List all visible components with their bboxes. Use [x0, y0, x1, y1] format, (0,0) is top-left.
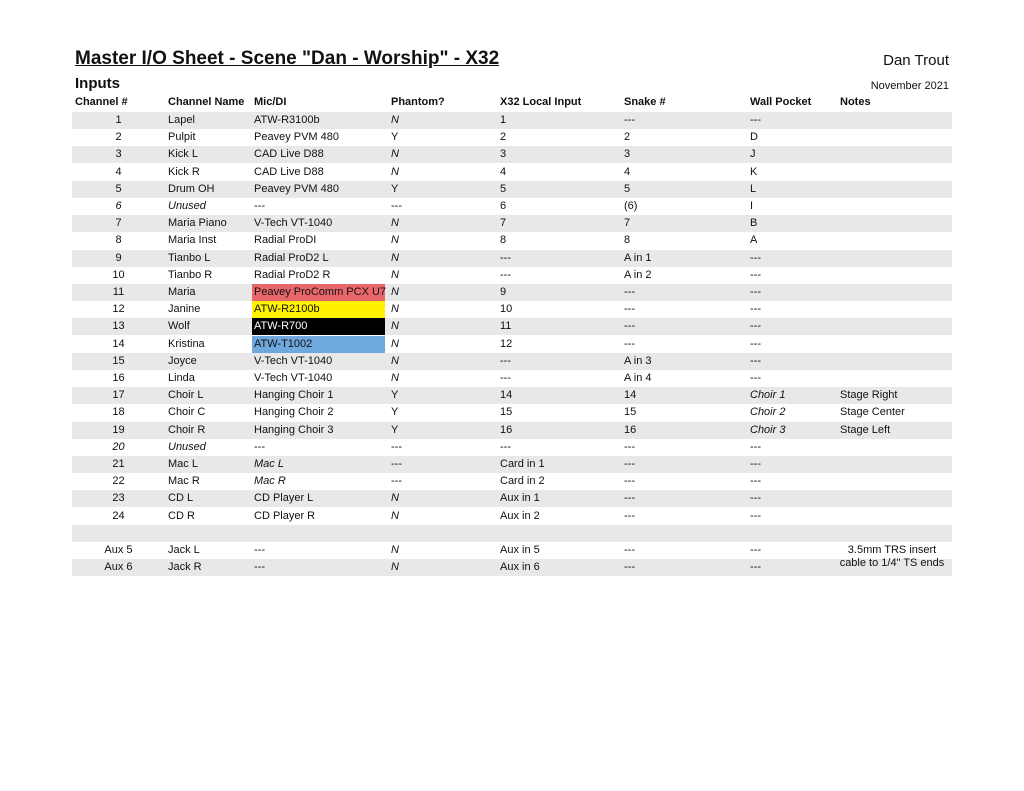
wall-pocket: ---: [750, 354, 761, 367]
wall-pocket: ---: [750, 337, 761, 350]
header-phantom: Phantom?: [391, 96, 445, 108]
snake-number: ---: [624, 492, 635, 505]
snake-number: ---: [624, 303, 635, 316]
mic-di: V-Tech VT-1040: [254, 372, 333, 384]
header-channel-name: Channel Name: [168, 96, 245, 108]
local-input: Card in 1: [500, 458, 545, 470]
wall-pocket: ---: [750, 114, 761, 126]
table-row: [72, 456, 952, 473]
table-row: [72, 439, 952, 456]
wall-pocket: ---: [750, 303, 761, 316]
local-input: Aux in 6: [500, 561, 540, 574]
phantom-power: N: [391, 286, 399, 298]
snake-number: ---: [624, 544, 635, 556]
sheet-title: Master I/O Sheet - Scene "Dan - Worship" - X32: [75, 48, 500, 69]
notes: Stage Right: [840, 389, 898, 402]
channel-number: 20: [112, 440, 125, 453]
sheet-date: November 2021: [870, 80, 949, 92]
author-name: Dan Trout: [883, 52, 949, 69]
table-row: [72, 267, 952, 284]
table-row: [72, 181, 952, 198]
channel-number: 19: [112, 423, 125, 436]
local-input: 3: [500, 148, 507, 161]
wall-pocket: Choir 3: [750, 423, 786, 436]
local-input: ---: [500, 268, 511, 281]
local-input: Aux in 5: [500, 544, 540, 556]
table-row: [72, 301, 952, 318]
wall-pocket: B: [750, 217, 758, 230]
mic-di: Mac L: [254, 458, 284, 470]
channel-number: 4: [115, 165, 122, 178]
channel-number: Aux 6: [104, 561, 133, 574]
channel-name: Drum OH: [168, 182, 215, 195]
mic-di: Peavey ProComm PCX U7: [252, 284, 385, 301]
local-input: 16: [500, 423, 513, 436]
wall-pocket: K: [750, 165, 758, 178]
channel-name: Maria: [168, 286, 196, 298]
snake-number: 3: [624, 148, 631, 161]
local-input: 1: [500, 114, 507, 126]
phantom-power: ---: [391, 440, 402, 453]
phantom-power: Y: [391, 423, 399, 436]
header-channel: Channel #: [75, 96, 128, 108]
channel-number: 6: [115, 200, 122, 212]
channel-number: 18: [112, 406, 125, 419]
table-row: [72, 404, 952, 421]
local-input: 14: [500, 389, 513, 402]
channel-name: Jack L: [168, 544, 200, 556]
snake-number: 14: [624, 389, 637, 402]
channel-name: Joyce: [168, 354, 197, 367]
channel-number: 22: [112, 475, 125, 488]
wall-pocket: ---: [750, 268, 761, 281]
mic-di: Peavey PVM 480: [254, 182, 339, 195]
channel-number: 10: [112, 268, 125, 281]
wall-pocket: ---: [750, 544, 761, 556]
channel-name: Kick L: [168, 148, 198, 161]
channel-name: Mac R: [168, 475, 200, 488]
channel-number: 2: [115, 131, 122, 144]
local-input: ---: [500, 440, 511, 453]
channel-name: Janine: [168, 303, 201, 316]
table-header: [72, 95, 952, 113]
phantom-power: ---: [391, 475, 402, 488]
wall-pocket: A: [750, 234, 758, 247]
channel-name: Kick R: [168, 165, 200, 178]
snake-number: A in 3: [624, 354, 652, 367]
aux-note-line-1: 3.5mm TRS insert: [847, 544, 937, 556]
snake-number: ---: [624, 114, 635, 126]
channel-number: 5: [115, 182, 122, 195]
wall-pocket: D: [750, 131, 758, 144]
channel-number: 11: [112, 286, 125, 298]
mic-di: Hanging Choir 2: [254, 406, 334, 419]
phantom-power: N: [391, 320, 399, 333]
channel-name: Wolf: [168, 320, 190, 333]
channel-number: 9: [115, 251, 122, 264]
wall-pocket: ---: [750, 251, 761, 264]
phantom-power: N: [391, 217, 399, 230]
phantom-power: N: [391, 114, 399, 126]
notes: Stage Center: [840, 406, 905, 419]
phantom-power: N: [391, 561, 399, 574]
mic-di: Radial ProD2 R: [254, 268, 331, 281]
channel-number: 14: [112, 337, 125, 350]
aux-note-line-2: cable to 1/4" TS ends: [839, 557, 945, 569]
local-input: 7: [500, 217, 507, 230]
local-input: 2: [500, 131, 507, 144]
aux-row: [72, 542, 952, 559]
local-input: 6: [500, 200, 507, 212]
channel-number: 17: [112, 389, 125, 402]
wall-pocket: ---: [750, 492, 761, 505]
phantom-power: N: [391, 148, 399, 161]
snake-number: (6): [624, 200, 638, 212]
phantom-power: Y: [391, 131, 399, 144]
phantom-power: ---: [391, 458, 402, 470]
phantom-power: N: [391, 354, 399, 367]
mic-di: ---: [254, 544, 265, 556]
local-input: 12: [500, 337, 513, 350]
table-row: [72, 508, 952, 525]
wall-pocket: Choir 2: [750, 406, 786, 419]
mic-di: Hanging Choir 3: [254, 423, 334, 436]
channel-name: Maria Piano: [168, 217, 227, 230]
channel-name: CD L: [168, 492, 194, 505]
local-input: 4: [500, 165, 507, 178]
local-input: 10: [500, 303, 513, 316]
phantom-power: N: [391, 303, 399, 316]
channel-number: Aux 5: [104, 544, 133, 556]
table-row: [72, 336, 952, 353]
table-row: [72, 422, 952, 439]
local-input: 15: [500, 406, 513, 419]
channel-name: Tianbo L: [168, 251, 211, 264]
channel-name: Tianbo R: [168, 268, 213, 281]
mic-di: V-Tech VT-1040: [254, 217, 333, 230]
table-row: [72, 146, 952, 163]
table-row: [72, 250, 952, 267]
local-input: ---: [500, 354, 511, 367]
phantom-power: N: [391, 372, 399, 384]
local-input: 11: [500, 320, 512, 333]
mic-di: Peavey PVM 480: [254, 131, 339, 144]
mic-di: CAD Live D88: [254, 165, 324, 178]
table-row: [72, 490, 952, 507]
mic-di: ATW-R700: [252, 318, 385, 335]
snake-number: A in 4: [624, 372, 652, 384]
mic-di: Radial ProDI: [254, 234, 317, 247]
local-input: Aux in 2: [500, 509, 540, 522]
phantom-power: N: [391, 251, 399, 264]
local-input: 8: [500, 234, 507, 247]
mic-di: ATW-R2100b: [252, 301, 385, 318]
mic-di: Hanging Choir 1: [254, 389, 334, 402]
channel-name: Choir L: [168, 389, 204, 402]
wall-pocket: I: [750, 200, 754, 212]
header-snake: Snake #: [624, 96, 666, 108]
channel-name: Unused: [168, 200, 206, 212]
local-input: ---: [500, 251, 511, 264]
mic-di: CD Player R: [254, 509, 316, 522]
table-row: [72, 387, 952, 404]
channel-name: CD R: [168, 509, 195, 522]
channel-number: 16: [112, 372, 125, 384]
header-local-input: X32 Local Input: [500, 96, 582, 108]
mic-di: CAD Live D88: [254, 148, 324, 161]
table-row: [72, 232, 952, 249]
aux-row: [72, 559, 952, 576]
snake-number: 7: [624, 217, 631, 230]
phantom-power: N: [391, 337, 399, 350]
mic-di: ---: [254, 200, 265, 212]
channel-number: 21: [112, 458, 125, 470]
channel-number: 8: [115, 234, 122, 247]
local-input: 5: [500, 182, 507, 195]
channel-name: Pulpit: [168, 131, 196, 144]
phantom-power: ---: [391, 200, 402, 212]
wall-pocket: ---: [750, 286, 761, 298]
section-heading: Inputs: [75, 75, 120, 92]
snake-number: A in 1: [624, 251, 652, 264]
header-mic-di: Mic/DI: [254, 96, 287, 108]
snake-number: ---: [624, 337, 635, 350]
wall-pocket: ---: [750, 561, 761, 574]
channel-number: 15: [112, 354, 125, 367]
wall-pocket: ---: [750, 458, 761, 470]
table-row: [72, 318, 952, 335]
channel-number: 13: [112, 320, 125, 333]
phantom-power: N: [391, 544, 399, 556]
table-row: [72, 215, 952, 232]
snake-number: ---: [624, 458, 635, 470]
table-row: [72, 164, 952, 181]
snake-number: ---: [624, 475, 635, 488]
channel-number: 23: [112, 492, 125, 505]
wall-pocket: ---: [750, 440, 761, 453]
channel-name: Mac L: [168, 458, 198, 470]
channel-name: Kristina: [168, 337, 205, 350]
snake-number: 16: [624, 423, 637, 436]
snake-number: ---: [624, 440, 635, 453]
snake-number: 5: [624, 182, 631, 195]
mic-di: V-Tech VT-1040: [254, 354, 333, 367]
snake-number: ---: [624, 320, 635, 333]
channel-name: Linda: [168, 372, 195, 384]
header-wall-pocket: Wall Pocket: [750, 96, 812, 108]
aux-note: [832, 544, 952, 570]
channel-name: Choir C: [168, 406, 206, 419]
table-row: [72, 284, 952, 301]
mic-di: Radial ProD2 L: [254, 251, 329, 264]
phantom-power: N: [391, 165, 399, 178]
channel-number: 1: [115, 114, 122, 126]
wall-pocket: ---: [750, 509, 761, 522]
notes: Stage Left: [840, 423, 891, 436]
snake-number: A in 2: [624, 268, 652, 281]
channel-number: 3: [115, 148, 122, 161]
local-input: Aux in 1: [500, 492, 540, 505]
wall-pocket: ---: [750, 320, 761, 333]
wall-pocket: Choir 1: [750, 389, 786, 402]
local-input: 9: [500, 286, 507, 298]
header-notes: Notes: [840, 96, 871, 108]
phantom-power: N: [391, 234, 399, 247]
table-row: [72, 129, 952, 146]
mic-di: ATW-R3100b: [254, 114, 320, 126]
snake-number: ---: [624, 509, 635, 522]
table-row: [72, 353, 952, 370]
table-row: [72, 473, 952, 490]
channel-name: Maria Inst: [168, 234, 217, 247]
phantom-power: N: [391, 268, 399, 281]
channel-name: Jack R: [168, 561, 202, 574]
wall-pocket: J: [750, 148, 756, 161]
snake-number: ---: [624, 286, 635, 298]
phantom-power: Y: [391, 182, 399, 195]
local-input: Card in 2: [500, 475, 545, 488]
channel-number: 24: [112, 509, 125, 522]
mic-di: ATW-T1002: [252, 336, 385, 353]
mic-di: CD Player L: [254, 492, 314, 505]
phantom-power: N: [391, 509, 399, 522]
wall-pocket: ---: [750, 475, 761, 488]
snake-number: 8: [624, 234, 631, 247]
channel-name: Choir R: [168, 423, 206, 436]
phantom-power: Y: [391, 406, 399, 419]
phantom-power: Y: [391, 389, 399, 402]
table-row: [72, 112, 952, 129]
snake-number: 2: [624, 131, 631, 144]
phantom-power: N: [391, 492, 399, 505]
wall-pocket: ---: [750, 372, 761, 384]
channel-number: 7: [115, 217, 122, 230]
channel-name: Lapel: [168, 114, 195, 126]
local-input: ---: [500, 372, 511, 384]
mic-di: ---: [254, 440, 265, 453]
channel-name: Unused: [168, 440, 206, 453]
table-row: [72, 370, 952, 387]
table-row: [72, 198, 952, 215]
spacer-row: [72, 525, 952, 542]
snake-number: 4: [624, 165, 631, 178]
snake-number: ---: [624, 561, 635, 574]
wall-pocket: L: [750, 182, 757, 195]
mic-di: Mac R: [254, 475, 286, 488]
mic-di: ---: [254, 561, 265, 574]
snake-number: 15: [624, 406, 637, 419]
channel-number: 12: [112, 303, 125, 316]
